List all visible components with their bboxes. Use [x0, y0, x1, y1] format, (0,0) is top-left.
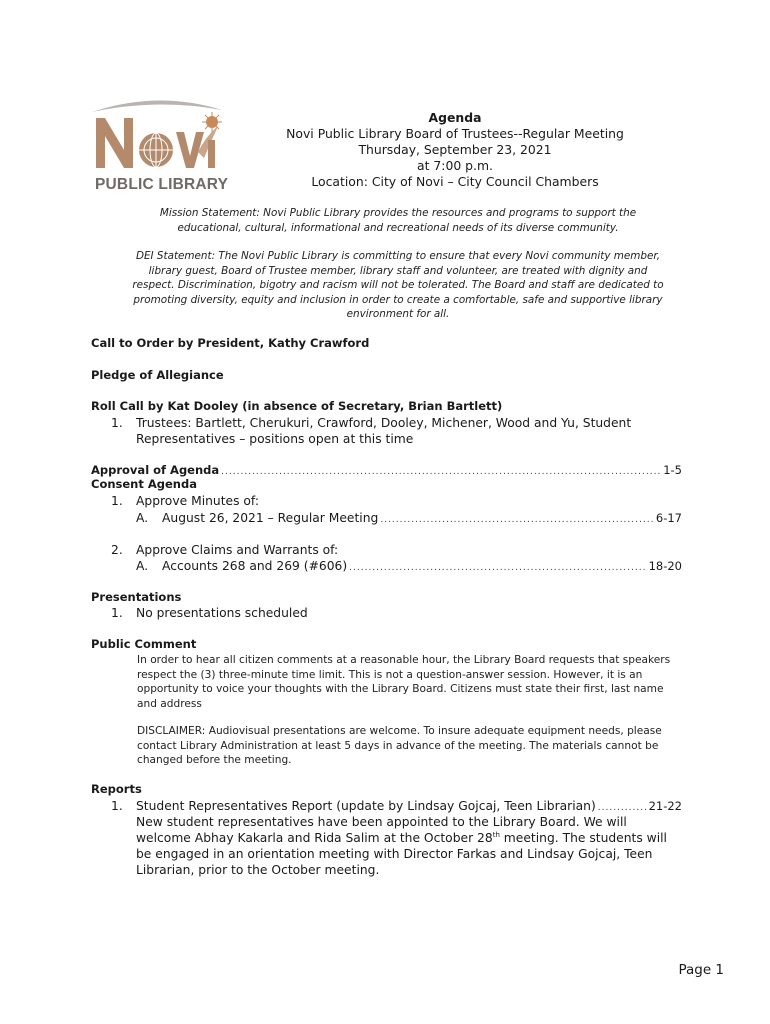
dei-statement: DEI Statement: The Novi Public Library is committing to ensure that every Novi community member, library guest, Board of Trustee member, library staff and volunteer, are treated with dignity and respect. Discrimination, bigotry and racism will not be tolerated. The Board and staff are dedicated to promoting diversity, equity and inclusion in order to create a comfortable, safe and supportive library environment for all. [132, 250, 664, 320]
roll-call-trustees: Trustees: Bartlett, Cherukuri, Crawford, Dooley, Michener, Wood and Yu, Student [136, 416, 632, 430]
public-comment-heading: Public Comment [91, 637, 197, 651]
meeting-location: Location: City of Novi – City Council Chambers [311, 174, 599, 189]
agenda-header [250, 110, 660, 190]
minutes-label: August 26, 2021 – Regular Meeting [162, 511, 379, 525]
report-line-5: Librarian, prior to the October meeting. [136, 863, 380, 877]
minutes-line [162, 510, 682, 528]
disclaimer-text: DISCLAIMER: Audiovisual presentations are welcome. To insure adequate equipment needs, please contact Library Administration at least 5 days in advance of the meeting. The materials cannot be changed before the meeting. [137, 725, 662, 766]
approval-pages: 1-5 [663, 463, 682, 477]
ordinal-suffix: th [492, 830, 500, 839]
meeting-time: at 7:00 p.m. [417, 158, 493, 173]
consent-item2-sub-letter: A. [136, 559, 149, 573]
reports-heading: Reports [91, 782, 142, 796]
consent-item1-sub-letter: A. [136, 511, 149, 525]
library-logo [88, 96, 228, 202]
dot-leader [380, 512, 654, 528]
consent-item2-label: Approve Claims and Warrants of: [136, 543, 339, 557]
report-line-2: New student representatives have been appointed to the Library Board. We will [136, 815, 627, 829]
consent-agenda-heading: Consent Agenda [91, 477, 197, 491]
report-line-3a: welcome Abhay Kakarla and Rida Salim at the October 28 [136, 831, 493, 845]
consent-item1-number: 1. [111, 494, 123, 508]
dot-leader [349, 560, 646, 576]
meeting-subtitle: Novi Public Library Board of Trustees--Regular Meeting [286, 126, 624, 141]
claims-line [162, 558, 682, 576]
agenda-title: Agenda [428, 110, 482, 125]
presentations-heading: Presentations [91, 590, 182, 604]
minutes-pages: 6-17 [655, 511, 682, 525]
mission-statement: Mission Statement: Novi Public Library provides the resources and programs to support the educational, cultural, informational and recreational needs of its diverse community. [159, 207, 637, 234]
meeting-date: Thursday, September 23, 2021 [358, 142, 552, 157]
report-line-3 [136, 830, 667, 846]
roll-call-representatives: Representatives – positions open at this time [136, 432, 414, 446]
presentations-number: 1. [111, 606, 123, 620]
claims-label: Accounts 268 and 269 (#606) [162, 559, 348, 573]
logo-text: PUBLIC LIBRARY [95, 176, 229, 193]
student-report-label: Student Representatives Report (update by Lindsay Gojcaj, Teen Librarian) [136, 799, 596, 813]
dot-leader [221, 464, 661, 480]
consent-item1-label: Approve Minutes of: [136, 494, 259, 508]
roll-call-heading: Roll Call by Kat Dooley (in absence of Secretary, Brian Bartlett) [91, 399, 503, 413]
roll-call-number: 1. [111, 416, 123, 430]
student-report-pages: 21-22 [648, 799, 682, 813]
consent-item2-number: 2. [111, 543, 123, 557]
page-number: Page 1 [678, 962, 724, 978]
report-line-4: be engaged in an orientation meeting with Director Farkas and Lindsay Gojcaj, Teen [136, 847, 653, 861]
novi-logo-graphic [88, 96, 228, 178]
public-comment-text: In order to hear all citizen comments at a reasonable hour, the Library Board requests that speakers respect the (3) three-minute time limit. This is not a question-answer session. However, it is an opportunity to voice your thoughts with the Library Board. Citizens must state their first, last name and address [137, 654, 671, 710]
presentations-text: No presentations scheduled [136, 606, 308, 620]
claims-pages: 18-20 [648, 559, 682, 573]
approval-of-agenda-heading: Approval of Agenda [91, 463, 220, 477]
reports-number: 1. [111, 799, 123, 813]
call-to-order-heading: Call to Order by President, Kathy Crawford [91, 336, 370, 350]
pledge-heading: Pledge of Allegiance [91, 368, 224, 382]
report-line-3b: meeting. The students will [499, 831, 667, 845]
